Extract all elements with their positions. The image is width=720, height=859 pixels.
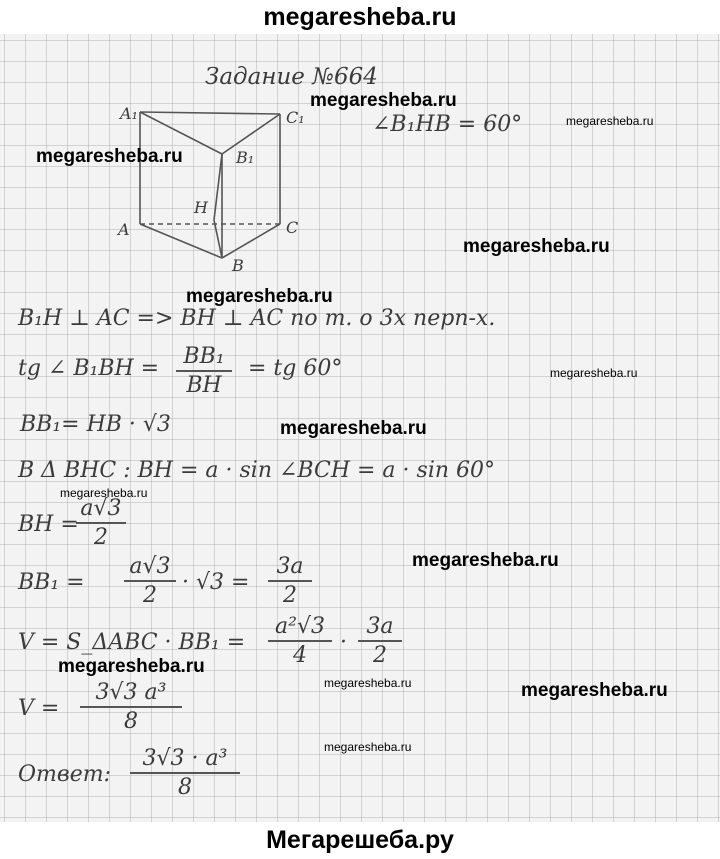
watermark: megaresheba.ru [324,740,412,754]
fraction-denominator: 2 [94,525,108,550]
label-a: A [118,220,130,239]
site-footer: Мегарешеба.ру [0,822,720,859]
fraction-denominator: 2 [143,583,157,608]
fraction-numerator: BB₁ [183,344,225,369]
label-a1: A₁ [120,104,138,123]
line-bh-label: BH = [18,512,79,537]
label-b1: B₁ [236,148,255,167]
line-bb1-mid: · √3 = [182,570,250,595]
answer-label: Ответ: [18,762,111,787]
watermark: megaresheba.ru [550,366,638,380]
fraction-numerator: a√3 [129,554,171,579]
fraction-a-root3-2 [76,496,126,550]
fraction-numerator: 3√3 · a³ [142,746,228,771]
line-volume-mid: · [340,630,347,655]
fraction-a-root3-2-second [124,554,176,608]
task-title: Задание №664 [205,64,378,90]
fraction-3a-2 [268,554,312,608]
fraction-numerator: 3√3 a³ [95,680,167,705]
watermark: megaresheba.ru [521,680,668,701]
notebook-sheet [0,34,720,822]
site-header: megaresheba.ru [0,0,720,34]
line-tg-left: tg ∠ B₁BH = [18,356,160,381]
watermark: megaresheba.ru [310,90,457,111]
fraction-numerator: 3a [366,614,394,639]
fraction-denominator: 4 [293,643,307,668]
label-c1: C₁ [286,108,305,127]
fraction-denominator: 8 [178,775,192,800]
watermark: megaresheba.ru [412,550,559,571]
watermark: megaresheba.ru [186,286,333,307]
watermark: megaresheba.ru [58,656,205,677]
label-b: B [232,256,244,275]
watermark: megaresheba.ru [463,236,610,257]
label-h: H [194,198,208,217]
fraction-volume-result [80,680,182,734]
fraction-a2-root3-4 [268,614,332,668]
fraction-bb1-bh [176,344,232,398]
watermark: megaresheba.ru [60,486,148,500]
fraction-denominator: 2 [283,583,297,608]
line-perpendicular: B₁H ⊥ AC => BH ⊥ AC по т. о 3х перп-х. [18,306,496,331]
fraction-denominator: BH [186,373,222,398]
watermark: megaresheba.ru [324,676,412,690]
fraction-denominator: 2 [373,643,387,668]
fraction-numerator: a²√3 [275,614,325,639]
fraction-numerator: a√3 [80,496,122,521]
label-c: C [286,218,299,237]
line-bb1-label: BB₁ = [18,570,85,595]
line-bb1-hb: BB₁= HB · √3 [20,412,171,437]
given-angle: ∠B₁HB = 60° [372,112,523,137]
line-triangle-bhc: B Δ BHC : BH = a · sin ∠BCH = a · sin 60° [18,458,496,483]
watermark: megaresheba.ru [280,418,427,439]
fraction-numerator: 3a [276,554,304,579]
watermark: megaresheba.ru [36,146,183,167]
line-volume-result-label: V = [18,696,60,721]
fraction-answer [130,746,240,800]
fraction-denominator: 8 [124,709,138,734]
line-tg-right: = tg 60° [248,356,343,381]
watermark: megaresheba.ru [566,114,654,128]
line-volume-formula: V = S_ΔABC · BB₁ = [18,630,246,655]
fraction-3a-2-second [358,614,402,668]
